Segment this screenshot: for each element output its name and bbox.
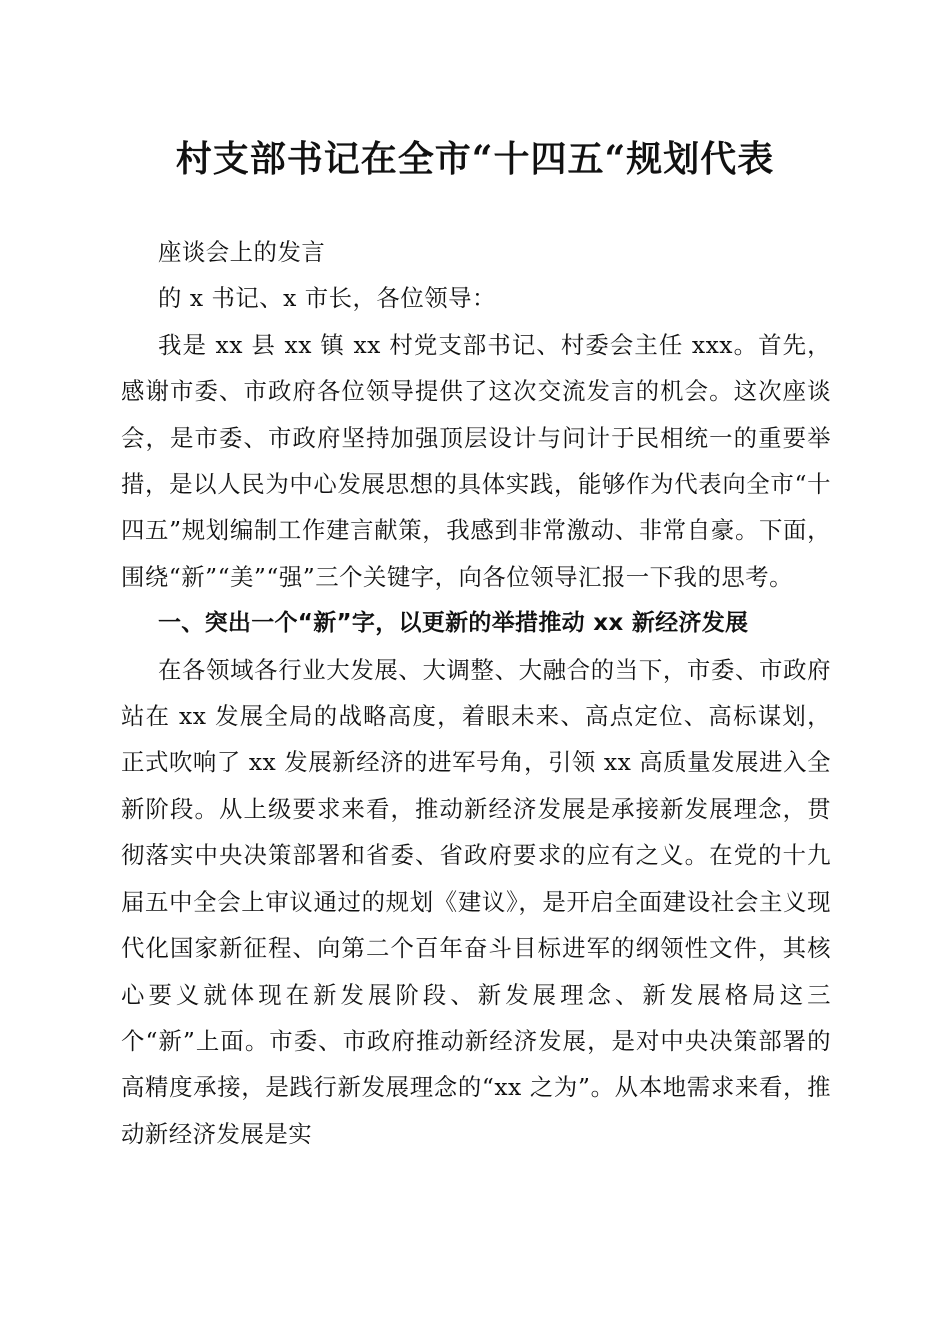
section-paragraph: 在各领域各行业大发展、大调整、大融合的当下，市委、市政府站在 xx 发展全局的战略高度，着眼未来、高点定位、高标谋划，正式吹响了 xx 发展新经济的进军号角，引领 xx 高质量发展进入全新阶段。从上级要求来看，推动新经济发展是承接新发展理念，贯彻落实中央决策部署和省委、省政府要求的应有之义。在党的十九届五中全会上审议通过的规划《建议》，是开启全面建设社会主义现代化国家新征程、向第二个百年奋斗目标进军的纲领性文件，其核心要义就体现在新发展阶段、新发展理念、新发展格局这三个“新”上面。市委、市政府推动新经济发展，是对中央决策部署的高精度承接，是践行新发展理念的“xx 之为”。从本地需求来看，推动新经济发展是实 <box>121 655 831 1148</box>
section-heading: 一、突出一个“新”字，以更新的举措推动 xx 新经济发展 <box>158 610 749 637</box>
document-title: 村支部书记在全市“十四五“规划代表 <box>175 138 775 180</box>
document-body <box>121 229 831 1157</box>
title-continuation-paragraph: 座谈会上的发言 <box>158 238 326 266</box>
intro-paragraph: 我是 xx 县 xx 镇 xx 村党支部书记、村委会主任 xxx。首先，感谢市委、市政府各位领导提供了这次交流发言的机会。这次座谈会，是市委、市政府坚持加强顶层设计与问计于民相统一的重要举措，是以人民为中心发展思想的具体实践，能够作为代表向全市“十四五”规划编制工作建言献策，我感到非常激动、非常自豪。下面，围绕“新”“美”“强”三个关键字，向各位领导汇报一下我的思考。 <box>121 330 831 591</box>
salutation-paragraph: 的 x 书记、x 市长，各位领导： <box>158 284 496 313</box>
